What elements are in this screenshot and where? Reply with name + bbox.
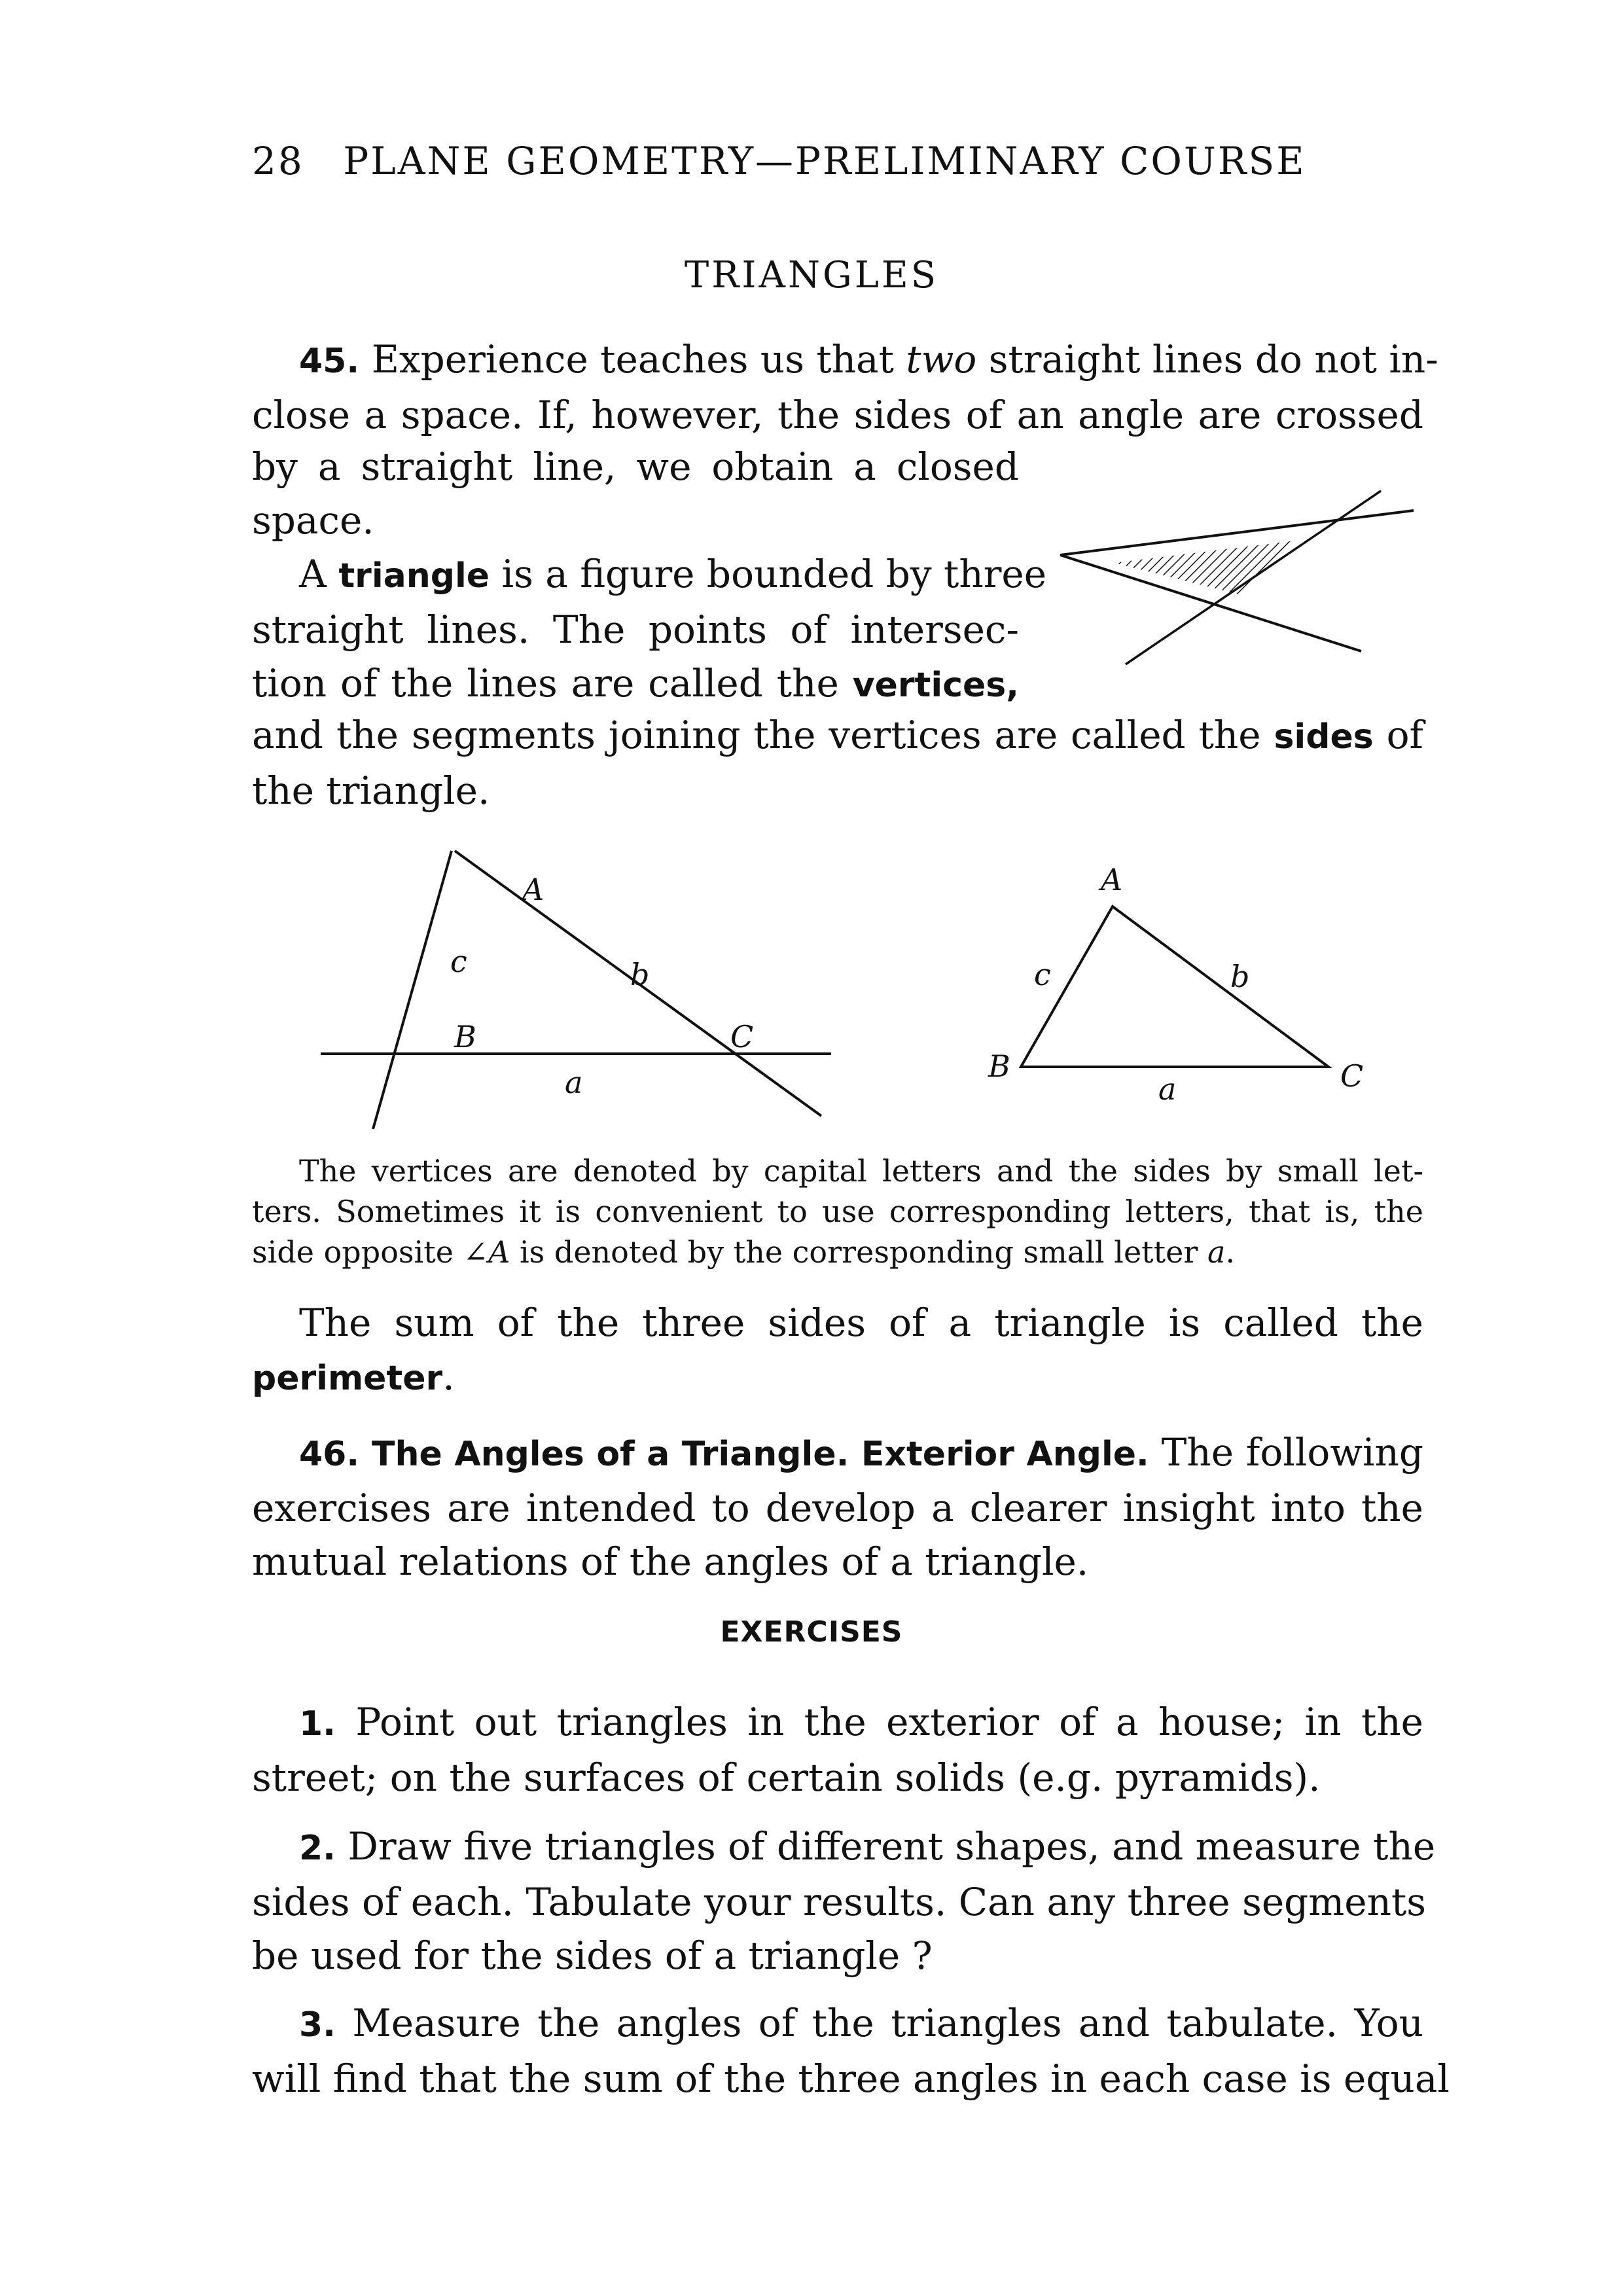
exercise-number: 2. (299, 1829, 336, 1868)
exercise-number: 3. (299, 2005, 336, 2045)
triangle-figure-left (321, 851, 831, 1129)
para46-line: 46. The Angles of a Triangle. Exterior Angle. The following (299, 1430, 1424, 1475)
paragraph-46 (252, 1426, 1423, 1588)
vertex-label-A: A (1101, 862, 1123, 897)
exercise-line: will find that the sum of the three angles in each case is equal (252, 2056, 1450, 2101)
paragraph-45-wrap (252, 440, 1047, 712)
closed-space-figure (1047, 478, 1440, 694)
term-vertices: vertices, (852, 666, 1019, 705)
para45-line: the triangle. (252, 768, 490, 813)
exercise-line: 3. Measure the angles of the triangles and tabulate. You (299, 2001, 1423, 2045)
para45-line: straight lines. The points of intersec- (252, 607, 1019, 652)
vertex-label-C: C (730, 1019, 754, 1054)
side-label-c: c (1034, 957, 1051, 992)
exercise-line: be used for the sides of a triangle ? (252, 1933, 933, 1978)
vertex-label-B: B (454, 1019, 476, 1054)
term-sides: sides (1274, 717, 1374, 757)
note-line: ters. Sometimes it is convenient to use corresponding letters, that is, the (252, 1194, 1423, 1229)
paragraph-number: 46. (299, 1435, 360, 1474)
para45-line: by a straight line, we obtain a closed (252, 444, 1019, 489)
note-line: The vertices are denoted by capital letters and the sides by small let- (299, 1153, 1423, 1189)
section-title: TRIANGLES (684, 254, 939, 296)
para46-heading: The Angles of a Triangle. Exterior Angle. (372, 1435, 1149, 1474)
para45-line: 45. Experience teaches us that two straight lines do not in- (299, 337, 1438, 382)
para46-line: mutual relations of the angles of a triangle. (252, 1539, 1089, 1584)
exercise-3 (252, 1996, 1450, 2106)
running-title: PLANE GEOMETRY—PRELIMINARY COURSE (343, 139, 1306, 183)
para45-line: tion of the lines are called the vertices, (252, 661, 1019, 706)
term-perimeter: perimeter (252, 1359, 443, 1398)
para46-line: exercises are intended to develop a clearer insight into the (252, 1486, 1423, 1530)
emphasis: two (906, 337, 977, 382)
side-label-a: a (1158, 1071, 1177, 1107)
triangle-figures (308, 825, 1394, 1139)
side-label-b: b (1230, 959, 1250, 994)
angle-symbol: ∠ (463, 1234, 489, 1270)
page-number: 28 (252, 139, 304, 183)
para45-line: close a space. If, however, the sides of an angle are crossed (252, 393, 1423, 437)
paragraph-number: 45. (299, 342, 360, 381)
term-triangle: triangle (338, 556, 490, 596)
para45-line: space. (252, 498, 374, 543)
crossing-line (1126, 491, 1381, 664)
note-line: side opposite ∠A is denoted by the corresponding small letter a. (252, 1234, 1236, 1270)
running-header (252, 139, 1417, 183)
paragraph-45 (252, 332, 1438, 442)
exercise-line: street; on the surfaces of certain solids (e.g. pyramids). (252, 1755, 1321, 1800)
line-through-A-B (373, 851, 452, 1129)
exercise-1 (252, 1695, 1423, 1804)
para45-line: A triangle is a figure bounded by three (299, 552, 1047, 596)
triangle-figure-right (988, 862, 1363, 1107)
exercise-line: 1. Point out triangles in the exterior of a house; in the (299, 1700, 1423, 1744)
vertex-label-A: A (522, 872, 544, 907)
vertex-label-C: C (1340, 1058, 1364, 1094)
exercise-number: 1. (299, 1704, 336, 1744)
para45-line: and the segments joining the vertices are called the sides of (252, 713, 1423, 757)
notation-note (252, 1151, 1423, 1272)
exercise-2 (252, 1820, 1436, 1982)
perimeter-paragraph (252, 1296, 1423, 1405)
perimeter-line: perimeter. (252, 1354, 455, 1399)
perimeter-line: The sum of the three sides of a triangle is called the (299, 1300, 1423, 1345)
paragraph-45-end (252, 708, 1423, 817)
side-label-a: a (565, 1065, 583, 1100)
side-label-c: c (450, 944, 467, 979)
triangle-ABC (1021, 906, 1329, 1067)
vertex-label-B: B (988, 1049, 1010, 1084)
exercise-line: 2. Draw five triangles of different shapes, and measure the (299, 1824, 1436, 1869)
exercises-heading: EXERCISES (720, 1615, 903, 1649)
exercise-line: sides of each. Tabulate your results. Can any three segments (252, 1880, 1427, 1924)
side-label-b: b (630, 957, 650, 992)
